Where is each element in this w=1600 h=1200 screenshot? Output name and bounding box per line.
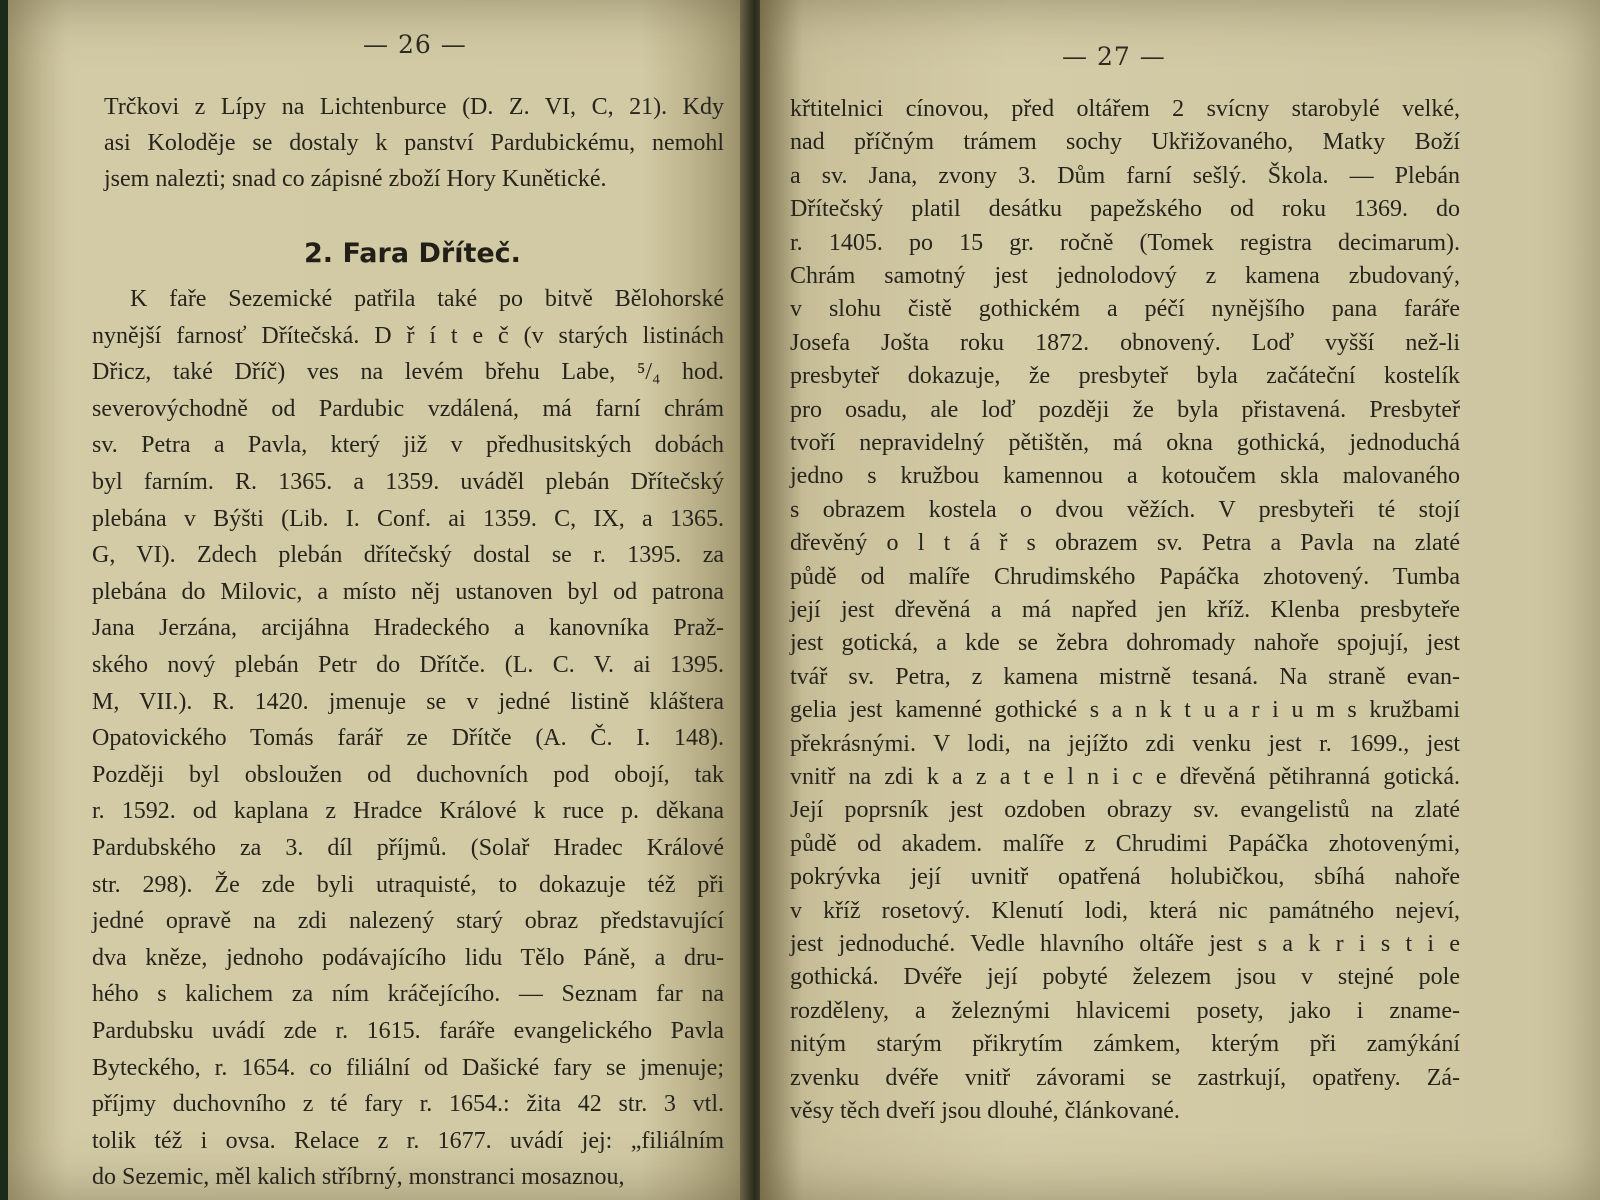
text-line: půdě od malíře Chrudimského Papáčka zhotovený. Tumba: [790, 563, 1460, 590]
text-line: zvenku dvéře vnitř závorami se zastrkují, opatřeny. Zá-: [790, 1064, 1460, 1091]
text-line: tolik též i ovsa. Relace z r. 1677. uvádí jej: „filiálním: [92, 1127, 724, 1154]
text-line: půdě od akadem. malíře z Chrudimi Papáčka zhotovenými,: [790, 830, 1460, 857]
text-line: vnitř na zdi k a z a t e l n i c e dřevěná pětihranná gotická.: [790, 764, 1460, 790]
text-line: s obrazem kostela o dvou věžích. V presbyteři té stojí: [790, 496, 1460, 523]
text-line: překrásnými. V lodi, na jejížto zdi venku jest r. 1699., jest: [790, 730, 1460, 757]
text-line: dva kněze, jednoho podávajícího lidu Tělo Páně, a dru-: [92, 944, 724, 971]
text-line: Josefa Jošta roku 1872. obnovený. Loď vyšší než-li: [790, 329, 1460, 356]
text-line: jest gotická, a kde se žebra dohromady nahoře spojují, jest: [790, 630, 1460, 657]
text-line: v kříž rosetový. Klenutí lodi, která nic památného nejeví,: [790, 897, 1460, 924]
text-line: Pardubského za 3. díl příjmů. (Solař Hradec Králové: [92, 835, 724, 861]
page-number-left: — 26 —: [363, 30, 467, 59]
text-line: nitým starým přikrytím zámkem, kterým při zamýkání: [790, 1031, 1460, 1058]
text-line: nad příčným trámem sochy Ukřižovaného, Matky Boží: [790, 129, 1460, 156]
text-line: jedno s kružbou kamennou a kotoučem skla malovaného: [790, 463, 1460, 490]
text-line: v slohu čistě gothickém a péčí nynějšího pana faráře: [790, 296, 1460, 323]
text-line: Byteckého, r. 1654. co filiální od Dašické fary se jmenuje;: [92, 1054, 724, 1081]
text-line: rozděleny, a železnými hlavicemi posety, jako i zname-: [790, 997, 1460, 1024]
right-page: [760, 0, 1600, 1200]
section-heading: 2. Fara Dříteč.: [304, 238, 521, 269]
left-page: [8, 0, 752, 1200]
text-line: tvář sv. Petra, z kamena mistrně tesaná. Na straně evan-: [790, 663, 1460, 690]
text-line: M, VII.). R. 1420. jmenuje se v jedné listině kláštera: [92, 688, 724, 715]
text-line: byl farním. R. 1365. a 1359. uváděl plebán Dřítečský: [92, 469, 724, 495]
text-line: plebána do Milovic, a místo něj ustanoven byl od patrona: [92, 578, 724, 605]
text-line: str. 298). Že zde byli utraquisté, to dokazuje též při: [92, 871, 724, 898]
text-line: Později byl obsloužen od duchovních pod obojí, tak: [92, 761, 724, 788]
text-line: věsy těch dveří jsou dlouhé, článkované.: [790, 1098, 1180, 1124]
text-line: a sv. Jana, zvony 3. Dům farní sešlý. Škola. — Plebán: [790, 162, 1460, 189]
text-line: do Sezemic, měl kalich stříbrný, monstranci mosaznou,: [92, 1164, 625, 1191]
text-line: Jana Jerzána, arcijáhna Hradeckého a kanovníka Praž-: [92, 615, 724, 642]
text-line: severovýchodně od Pardubic vzdálená, má farní chrám: [92, 395, 724, 422]
text-line: Dřítečský platil desátku papežského od roku 1369. do: [790, 196, 1460, 223]
text-line: ského nový plebán Petr do Dřítče. (L. C. V. ai 1395.: [92, 652, 724, 678]
text-line: asi Koloděje se dostaly k panství Pardubickému, nemohl: [104, 130, 724, 156]
text-line: Její poprsník jest ozdoben obrazy sv. evangelistů na zlaté: [790, 797, 1460, 824]
text-line: Chrám samotný jest jednolodový z kamena zbudovaný,: [790, 263, 1460, 289]
page-number-right: — 27 —: [1062, 42, 1166, 71]
text-line: plebána v Býšti (Lib. I. Conf. ai 1359. C, IX, a 1365.: [92, 505, 724, 532]
text-line: sv. Petra a Pavla, který již v předhusitských dobách: [92, 432, 724, 459]
text-line: jsem nalezti; snad co zápisné zboží Hory Kunětické.: [104, 166, 607, 192]
text-line: r. 1405. po 15 gr. ročně (Tomek registra decimarum).: [790, 229, 1460, 256]
text-line: tvoří nepravidelný pětištěn, má okna gothická, jednoduchá: [790, 430, 1460, 456]
text-line: pokrývka její uvnitř opatřená holubičkou, sbíhá nahoře: [790, 864, 1460, 891]
text-line: K faře Sezemické patřila také po bitvě Bělohorské: [130, 286, 724, 312]
text-line: r. 1592. od kaplana z Hradce Králové k ruce p. děkana: [92, 798, 724, 825]
text-line: křtitelnici cínovou, před oltářem 2 svícny starobylé velké,: [790, 96, 1460, 122]
text-line: pro osadu, ale loď později že byla přistavená. Presbyteř: [790, 396, 1460, 423]
text-line: jedné opravě na zdi nalezený starý obraz představující: [92, 908, 724, 935]
text-line: G, VI). Zdech plebán dřítečský dostal se r. 1395. za: [92, 542, 724, 569]
text-line: její jest dřevěná a má napřed jen kříž. Klenba presbyteře: [790, 597, 1460, 623]
text-line: příjmy duchovního z té fary r. 1654.: žita 42 str. 3 vtl.: [92, 1091, 724, 1118]
text-line: gelia jest kamenné gothické s a n k t u a r i u m s kružbami: [790, 697, 1460, 724]
text-line: jest jednoduché. Vedle hlavního oltáře jest s a k r i s t i e: [790, 931, 1460, 957]
text-line: presbyteř dokazuje, že presbyteř byla začáteční kostelík: [790, 363, 1460, 390]
text-line: gothická. Dvéře její pobyté železem jsou v stejné pole: [790, 964, 1460, 991]
text-line: nynější farnosť Dřítečská. D ř í t e č (v starých listinách: [92, 322, 724, 349]
text-line: Dřicz, také Dříč) ves na levém břehu Labe, ⁵/₄ hod.: [92, 359, 724, 386]
text-line: Trčkovi z Lípy na Lichtenburce (D. Z. VI, C, 21). Kdy: [104, 94, 724, 120]
text-line: hého s kalichem za ním kráčejícího. — Seznam far na: [92, 981, 724, 1008]
text-line: Opatovického Tomás farář ze Dřítče (A. Č. I. 148).: [92, 725, 724, 752]
text-line: Pardubsku uvádí zde r. 1615. faráře evangelického Pavla: [92, 1018, 724, 1044]
text-line: dřevěný o l t á ř s obrazem sv. Petra a Pavla na zlaté: [790, 530, 1460, 557]
